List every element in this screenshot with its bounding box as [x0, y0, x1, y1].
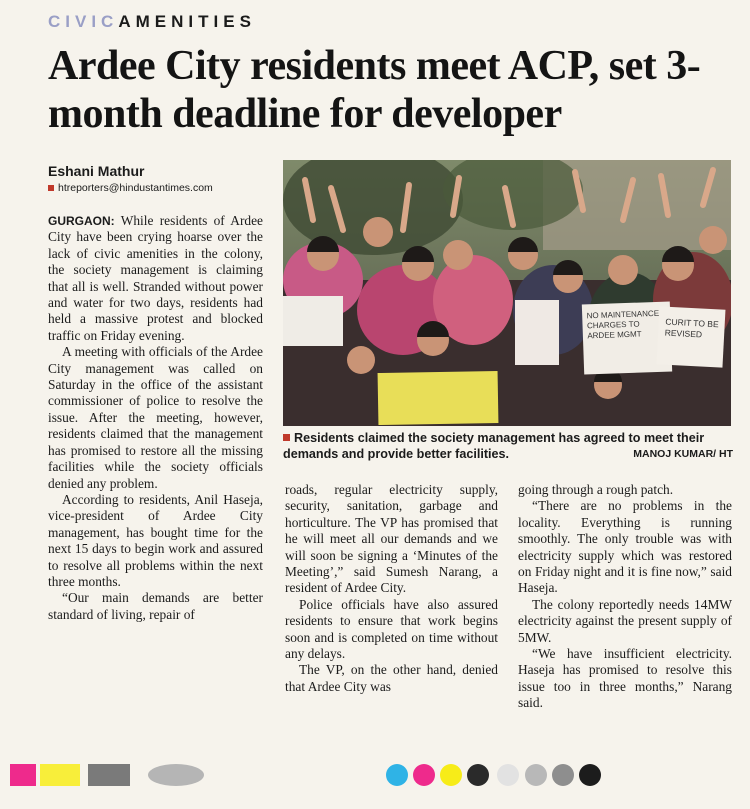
kicker-civic: CIVIC [48, 12, 119, 31]
section-kicker [48, 12, 256, 32]
paragraph: “Our main demands are better standard of living, repair of [48, 590, 263, 622]
registration-swatch [88, 764, 130, 786]
registration-swatch [10, 764, 36, 786]
dateline: GURGAON: [48, 214, 115, 228]
registration-dot [579, 764, 601, 786]
article-column-3 [518, 482, 732, 712]
paragraph: Police officials have also assured residents to ensure that work begins soon and is completed on time without any delays. [285, 596, 498, 662]
paragraph: The VP, on the other hand, denied that Ardee City was [285, 662, 498, 694]
byline-email [48, 182, 213, 194]
paragraph: going through a rough patch. [518, 482, 674, 497]
byline-author: Eshani Mathur [48, 163, 145, 179]
bullet-square-icon [48, 185, 54, 191]
headline: Ardee City residents meet ACP, set 3-month deadline for developer [48, 43, 701, 137]
registration-dot [440, 764, 462, 786]
registration-dot [467, 764, 489, 786]
paragraph: According to residents, Anil Haseja, vice-president of Ardee City management, has bought time for the next 15 days to begin work and assured to resolve all problems within the next three months. [48, 491, 263, 589]
print-color-bar [0, 758, 750, 792]
paragraph: roads, regular electricity supply, security, sanitation, garbage and horticulture. The VP has promised that he will meet all our demands and we will soon be signing a ‘Minutes of the Meeting’,” said Sumesh Narang, a resident of Ardee City. [285, 482, 498, 596]
registration-dot [386, 764, 408, 786]
photo-caption [283, 430, 733, 462]
article-column-2 [285, 482, 498, 695]
registration-dot [525, 764, 547, 786]
caption-bullet-icon [283, 434, 290, 441]
registration-ellipse [148, 764, 204, 786]
registration-dot [413, 764, 435, 786]
registration-dot [497, 764, 519, 786]
placard-2: CURIT TO BE REVISED [664, 316, 719, 340]
caption-text: Residents claimed the society management has agreed to meet their demands and provide better facilities. [283, 431, 705, 461]
email-text: htreporters@hindustantimes.com [58, 182, 213, 194]
paragraph: The colony reportedly needs 14MW electricity against the present supply of 5MW. [518, 596, 732, 645]
placard-1: NO MAINTENANCE CHARGES TO ARDEE MGMT [586, 308, 660, 341]
paragraph: A meeting with officials of the Ardee City management was called on Saturday in the office of the assistant commissioner of police to resolve the issue. After the meeting, however, residents claimed that the management has promised to restore all the missing facilities while the society officials denied any problem. [48, 344, 263, 491]
protest-crowd-photo-icon [283, 160, 731, 426]
registration-dot [552, 764, 574, 786]
protest-photo [283, 160, 731, 426]
paragraph: “There are no problems in the locality. Everything is running smoothly. The only trouble was with electricity supply which was restored on Friday night and it is fine now,” said Haseja. [518, 498, 732, 596]
paragraph [48, 213, 263, 344]
paragraph-text: While residents of Ardee City have been crying hoarse over the lack of civic amenities in the colony, the society management is claiming that all is well. Stranded without power and water for two days, residents had held a massive protest and blocked traffic on Friday evening. [48, 213, 263, 343]
paragraph: “We have insufficient electricity. Haseja has promised to resolve this issue too in three months,” Narang said. [518, 646, 732, 711]
photo-credit: MANOJ KUMAR/ HT [633, 448, 733, 460]
registration-swatch [40, 764, 80, 786]
article-column-1 [48, 213, 263, 623]
kicker-amenities: AMENITIES [118, 12, 256, 31]
